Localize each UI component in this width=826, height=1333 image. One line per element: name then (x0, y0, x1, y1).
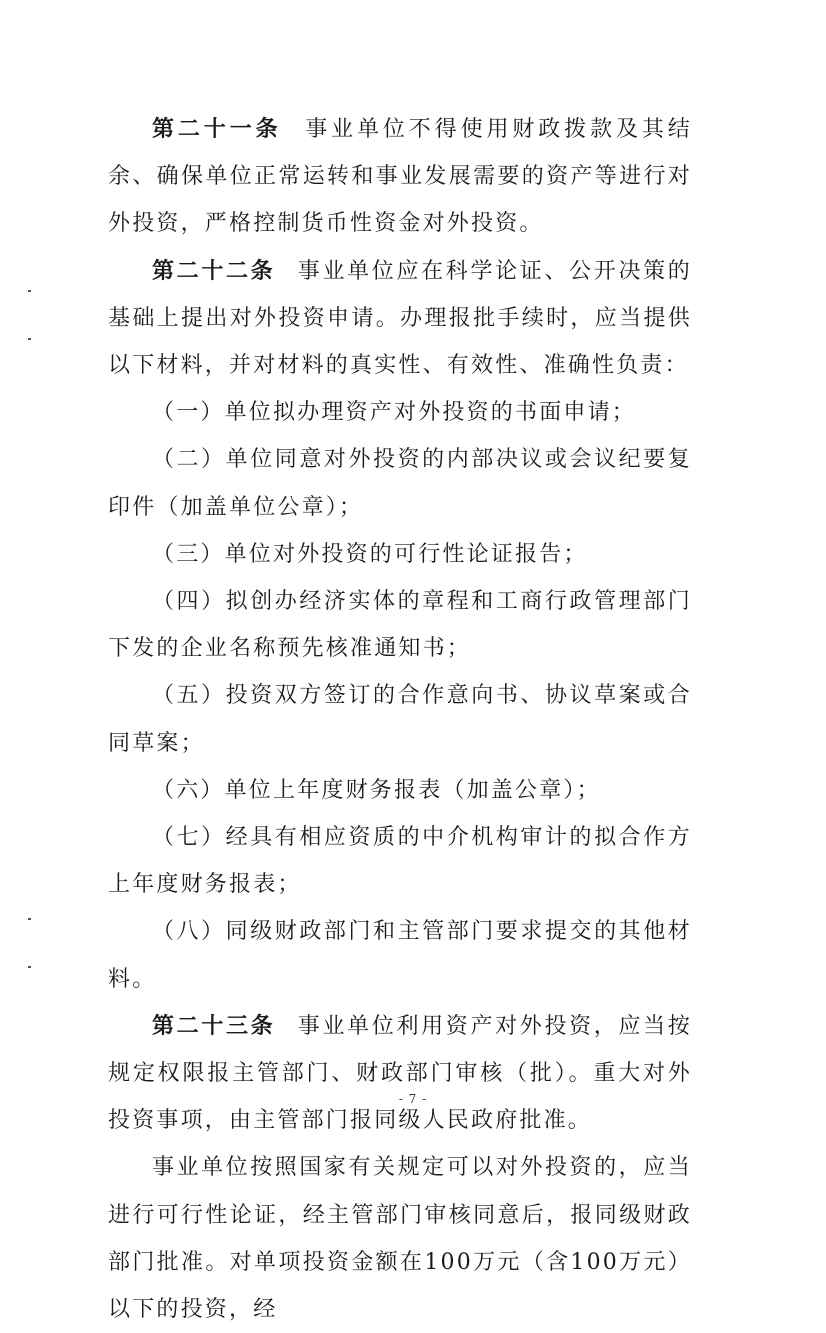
list-item: （二）单位同意对外投资的内部决议或会议纪要复印件（加盖单位公章）； (108, 447, 692, 520)
article-23-text: 事业单位利用资产对外投资，应当按规定权限报主管部门、财政部门审核（批）。重大对外投资事项，由主管部门报同级人民政府批准。 (108, 1013, 692, 1134)
article-23 (108, 1003, 692, 1145)
document-body (108, 106, 692, 1333)
article-22 (108, 248, 692, 390)
list-item: （五）投资双方签订的合作意向书、协议草案或合同草案； (108, 683, 692, 756)
list-item: （四）拟创办经济实体的章程和工商行政管理部门下发的企业名称预先核准通知书； (108, 589, 692, 662)
list-item: （一）单位拟办理资产对外投资的书面申请； (152, 400, 637, 426)
scan-margin-mark (28, 966, 31, 968)
scan-margin-mark (28, 290, 31, 292)
closing-paragraph: 事业单位按照国家有关规定可以对外投资的，应当进行可行性论证，经主管部门审核同意后，报同级财政部门批准。对单项投资金额在100万元（含100万元）以下的投资，经 (108, 1155, 692, 1323)
page-number: - 7 - (398, 1092, 428, 1106)
article-21-text: 事业单位不得使用财政拨款及其结余、确保单位正常运转和事业发展需要的资产等进行对外投资，严格控制货币性资金对外投资。 (108, 117, 692, 237)
scan-margin-mark (28, 338, 31, 340)
list-item: （七）经具有相应资质的中介机构审计的拟合作方上年度财务报表； (108, 825, 692, 898)
article-22-text: 事业单位应在科学论证、公开决策的基础上提出对外投资申请。办理报批手续时，应当提供以下材料，并对材料的真实性、有效性、准确性负责： (108, 258, 692, 379)
article-23-heading: 第二十三条 (152, 1012, 276, 1039)
list-item: （八）同级财政部门和主管部门要求提交的其他材料。 (108, 919, 692, 992)
article-21-heading: 第二十一条 (152, 116, 282, 142)
scan-margin-mark (28, 918, 31, 920)
list-item: （六）单位上年度财务报表（加盖公章）； (152, 777, 601, 803)
article-21 (108, 106, 692, 248)
article-22-heading: 第二十二条 (152, 257, 276, 284)
list-item: （三）单位对外投资的可行性论证报告； (152, 541, 588, 567)
